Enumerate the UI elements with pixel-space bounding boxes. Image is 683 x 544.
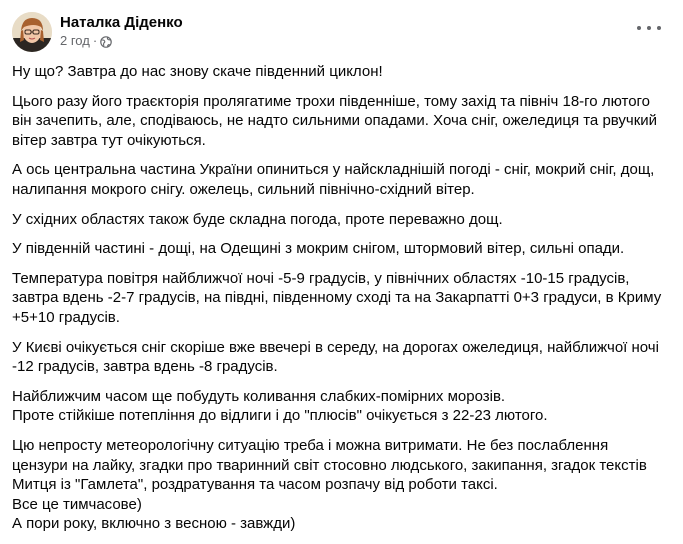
globe-icon[interactable]	[100, 35, 112, 47]
post-paragraph: Цю непросту метеорологічну ситуацію треба і можна витримати. Не без послаблення цензури на лайку, згадки про тваринний світ стосовно людського, закипання, згадок текстів Митця із "Гамлета", роздратування та часом розпачу від роботи таксі. Все це тимчасове) А пори року, включно з весною - завжди)	[12, 436, 647, 533]
post-paragraph: Ну що? Завтра до нас знову скаче південний циклон!	[12, 63, 383, 80]
post-timestamp[interactable]: 2 год	[60, 33, 90, 48]
more-dot	[647, 26, 651, 30]
post-paragraph: У східних областях також буде складна погода, проте переважно дощ.	[12, 210, 503, 228]
author-avatar[interactable]	[12, 12, 52, 52]
avatar-photo	[12, 12, 52, 52]
post-body	[12, 62, 676, 544]
post-header	[12, 12, 183, 52]
post-paragraph: У Києві очікується сніг скоріше вже ввечері в середу, на дорогах ожеледиця, найближчої ночі -12 градусів, завтра вдень -8 градусів.	[12, 338, 659, 376]
post-time-row	[60, 32, 183, 49]
more-options-icon[interactable]	[637, 20, 661, 36]
more-dot	[637, 26, 641, 30]
author-name[interactable]: Наталка Діденко	[60, 14, 183, 31]
post-paragraph: Цього разу його траєкторія пролягатиме трохи південніше, тому захід та північ 18-го лютого він зачепить, але, сподіваюсь, не надто сильними опадами. Хоча сніг, ожеледиця та рвучкий вітер завтра тут очікуються.	[12, 92, 658, 149]
post-paragraph: Температура повітря найближчої ночі -5-9 градусів, у північних областях -10-15 градусів, завтра вдень -2-7 градусів, на півдні, південному сході та на Закарпатті 0+3 градуси, в Криму +5+10 градусів.	[12, 269, 662, 326]
meta-separator: ·	[92, 33, 98, 48]
post-paragraph: Найближчим часом ще побудуть коливання слабких-помірних морозів. Проте стійкіше потепління до відлиги і до "плюсів" очікується з 22-23 лютого.	[12, 387, 548, 425]
post-paragraph: А ось центральна частина України опиниться у найскладнішій погоді - сніг, мокрий сніг, дощ, налипання мокрого снігу. ожелець, сильний північно-східний вітер.	[12, 161, 655, 198]
post-meta	[60, 13, 183, 49]
more-dot	[657, 26, 661, 30]
post-paragraph: У південній частині - дощі, на Одещині з мокрим снігом, штормовий вітер, сильні опади.	[12, 240, 625, 258]
